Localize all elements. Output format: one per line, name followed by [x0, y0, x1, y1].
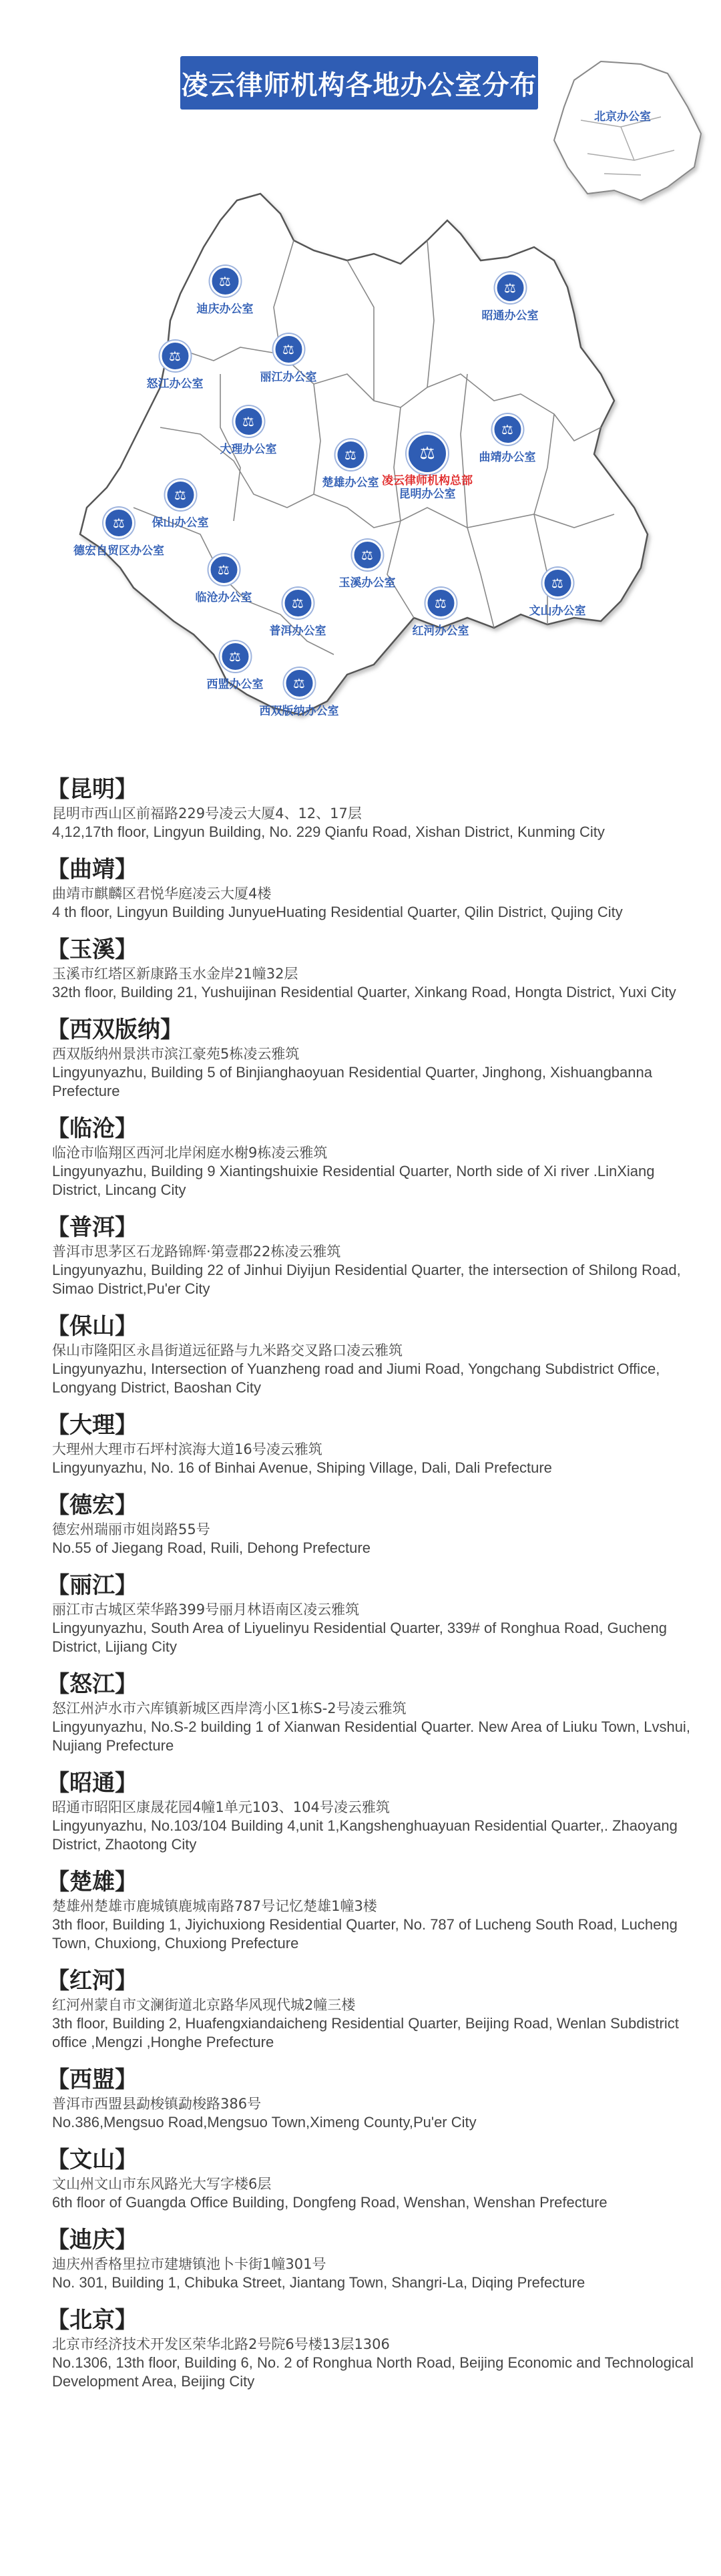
office-entry: [47, 2306, 701, 2391]
beijing-office-label: 北京办公室: [594, 110, 651, 124]
office-address-en: Lingyunyazhu, Building 22 of Jinhui Diyijun Residential Quarter, the intersection of Shilong Road, Simao District,Pu'er City: [52, 1262, 681, 1297]
office-city-heading: 【北京】: [47, 2307, 138, 2334]
office-city-heading: 【保山】: [47, 1313, 138, 1340]
office-lincang: [196, 554, 252, 604]
office-address-cn: 普洱市思茅区石龙路锦辉·第壹郡22栋凌云雅筑: [52, 1244, 341, 1260]
office-city-heading: 【德宏】: [47, 1492, 138, 1519]
office-label: 红河办公室: [412, 624, 469, 638]
office-address-cn: 玉溪市红塔区新康路玉水金岸21幢32层: [52, 966, 298, 982]
office-address-en: Lingyunyazhu, No. 16 of Binhai Avenue, Shiping Village, Dali, Dali Prefecture: [52, 1459, 552, 1476]
hq-label: [382, 474, 473, 501]
office-yuxi: [339, 540, 396, 590]
office-address-en: Lingyunyazhu, No.S-2 building 1 of Xianwan Residential Quarter. New Area of Liuku Town, Lvshui, Nujiang Prefecture: [52, 1718, 690, 1754]
office-label: 文山办公室: [529, 604, 586, 618]
scales-icon: ⚖: [407, 433, 448, 474]
office-label: 西双版纳办公室: [259, 705, 339, 718]
office-address-cn: 丽江市古城区荣华路399号丽月林语南区凌云雅筑: [52, 1602, 360, 1618]
scales-icon: ⚖: [220, 641, 250, 672]
office-entry: [47, 2225, 701, 2292]
office-address-en: No. 301, Building 1, Chibuka Street, Jiantang Town, Shangri-La, Diqing Prefecture: [52, 2274, 585, 2291]
office-label: 临沧办公室: [195, 591, 252, 604]
office-city-heading: 【楚雄】: [47, 1869, 138, 1895]
office-city-heading: 【临沧】: [47, 1115, 138, 1142]
office-label: 楚雄办公室: [322, 476, 379, 490]
scales-icon: ⚖: [542, 568, 573, 598]
office-address-en: 3th floor, Building 2, Huafengxiandaicheng Residential Quarter, Beijing Road, Wenlan Subdistrict office ,Mengzi ,Honghe Prefecture: [52, 2015, 679, 2050]
office-address-cn: 德宏州瑞丽市姐岗路55号: [52, 1521, 210, 1537]
office-diqing: [197, 266, 254, 316]
office-label: 普洱办公室: [269, 624, 326, 638]
scales-icon: ⚖: [282, 588, 313, 618]
office-address-en: No.1306, 13th floor, Building 6, No. 2 of Ronghua North Road, Beijing Economic and Technological Development Area, Beijing City: [52, 2354, 694, 2390]
office-dali: [220, 406, 277, 456]
office-label: 玉溪办公室: [338, 576, 396, 590]
office-city-heading: 【普洱】: [47, 1214, 138, 1241]
office-address-en: 3th floor, Building 1, Jiyichuxiong Residential Quarter, No. 787 of Lucheng South Road, Lucheng Town, Chuxiong, Chuxiong Prefecture: [52, 1916, 678, 1952]
office-address-en: 4 th floor, Lingyun Building JunyueHuating Residential Quarter, Qilin District, Qujing City: [52, 904, 623, 920]
office-entry: [47, 1966, 701, 2052]
scales-icon: ⚖: [160, 341, 190, 371]
scales-icon: ⚖: [208, 554, 239, 585]
office-map: [0, 0, 721, 755]
office-entry: [47, 935, 701, 1002]
office-city-heading: 【西双版纳】: [47, 1017, 183, 1043]
scales-icon: ⚖: [273, 334, 304, 365]
office-address-en: 4,12,17th floor, Lingyun Building, No. 229 Qianfu Road, Xishan District, Kunming City: [52, 823, 605, 840]
office-label: 迪庆办公室: [196, 303, 254, 316]
office-entry: [47, 1670, 701, 1755]
scales-icon: ⚖: [352, 540, 383, 570]
office-city-heading: 【丽江】: [47, 1572, 138, 1599]
office-label: 怒江办公室: [146, 377, 204, 391]
office-city-heading: 【迪庆】: [47, 2227, 138, 2253]
scales-icon: ⚖: [103, 508, 134, 538]
office-address-en: 6th floor of Guangda Office Building, Dongfeng Road, Wenshan, Wenshan Prefecture: [52, 2194, 608, 2211]
office-entry: [47, 1769, 701, 1854]
scales-icon: ⚖: [165, 480, 196, 510]
scales-icon: ⚖: [492, 414, 523, 445]
office-address-en: Lingyunyazhu, South Area of Liyuelinyu Residential Quarter, 339# of Ronghua Road, Gucheng District, Lijiang City: [52, 1620, 667, 1655]
office-city-heading: 【玉溪】: [47, 936, 138, 963]
office-kunming-hq: [382, 433, 473, 501]
scales-icon: ⚖: [425, 588, 456, 618]
office-address-en: Lingyunyazhu, Building 9 Xiantingshuixie Residential Quarter, North side of Xi river .LinXiang District, Lincang City: [52, 1163, 655, 1198]
office-entry: [47, 1411, 701, 1477]
office-honghe: [413, 588, 469, 638]
office-address-en: No.386,Mengsuo Road,Mengsuo Town,Ximeng County,Pu'er City: [52, 2114, 477, 2131]
office-city-heading: 【怒江】: [47, 1671, 138, 1698]
office-entry: [47, 1213, 701, 1298]
office-qujing: [479, 414, 536, 464]
office-address-cn: 怒江州泸水市六库镇新城区西岸湾小区1栋S-2号凌云雅筑: [52, 1700, 407, 1716]
office-address-cn: 昭通市昭阳区康晟花园4幢1单元103、104号凌云雅筑: [52, 1799, 390, 1815]
office-city-heading: 【昆明】: [47, 776, 138, 803]
office-address-cn: 文山州文山市东风路光大写字楼6层: [52, 2176, 272, 2192]
office-address-list: [47, 775, 701, 2404]
office-label: 昭通办公室: [481, 309, 539, 323]
office-puer: [270, 588, 326, 638]
office-address-cn: 北京市经济技术开发区荣华北路2号院6号楼13层1306: [52, 2336, 390, 2352]
office-address-cn: 西双版纳州景洪市滨江豪苑5栋凌云雅筑: [52, 1046, 300, 1062]
office-ximeng: [207, 641, 264, 691]
page-title: 凌云律师机构各地办公室分布: [180, 56, 538, 110]
office-entry: [47, 1491, 701, 1557]
scales-icon: ⚖: [233, 406, 264, 437]
scales-icon: ⚖: [335, 439, 366, 470]
office-entry: [47, 775, 701, 842]
office-entry: [47, 1114, 701, 1200]
hq-label-line1: 凌云律师机构总部: [382, 474, 473, 488]
office-entry: [47, 1867, 701, 1953]
office-entry: [47, 1015, 701, 1101]
office-label: 大理办公室: [220, 443, 277, 456]
office-address-en: No.55 of Jiegang Road, Ruili, Dehong Prefecture: [52, 1539, 371, 1556]
office-entry: [47, 1312, 701, 1397]
office-address-cn: 普洱市西盟县勐梭镇勐梭路386号: [52, 2096, 262, 2112]
office-address-cn: 临沧市临翔区西河北岸闲庭水榭9栋凌云雅筑: [52, 1145, 328, 1161]
office-nujiang: [147, 341, 204, 391]
office-xishuangbanna: [260, 668, 339, 718]
beijing-inset-map: [554, 61, 701, 200]
office-label: 曲靖办公室: [479, 451, 536, 464]
office-entry: [47, 1571, 701, 1656]
office-address-cn: 红河州蒙自市文澜街道北京路华风现代城2幢三楼: [52, 1997, 356, 2013]
office-label: 西盟办公室: [206, 678, 264, 691]
office-city-heading: 【文山】: [47, 2147, 138, 2173]
scales-icon: ⚖: [495, 272, 525, 303]
office-address-cn: 迪庆州香格里拉市建塘镇池卜卡街1幢301号: [52, 2256, 326, 2272]
office-label: 德宏自贸区办公室: [73, 544, 164, 558]
office-chuxiong: [322, 439, 379, 490]
office-city-heading: 【大理】: [47, 1412, 138, 1439]
office-address-cn: 大理州大理市石坪村滨海大道16号凌云雅筑: [52, 1441, 322, 1457]
scales-icon: ⚖: [284, 668, 314, 699]
scales-icon: ⚖: [210, 266, 240, 297]
hq-label-line2: 昆明办公室: [399, 488, 456, 501]
office-address-en: 32th floor, Building 21, Yushuijinan Residential Quarter, Xinkang Road, Hongta District, Yuxi City: [52, 984, 676, 1000]
office-label: 保山办公室: [152, 516, 209, 530]
office-city-heading: 【西盟】: [47, 2066, 138, 2093]
office-zhaotong: [482, 272, 539, 323]
office-wenshan: [529, 568, 586, 618]
office-lijiang: [260, 334, 317, 384]
office-entry: [47, 2145, 701, 2212]
office-city-heading: 【红河】: [47, 1968, 138, 1994]
office-entry: [47, 855, 701, 922]
office-entry: [47, 2065, 701, 2132]
office-address-en: Lingyunyazhu, Intersection of Yuanzheng road and Jiumi Road, Yongchang Subdistrict Office, Longyang District, Baoshan City: [52, 1360, 660, 1396]
office-address-cn: 楚雄州楚雄市鹿城镇鹿城南路787号记忆楚雄1幢3楼: [52, 1898, 377, 1914]
office-address-en: Lingyunyazhu, Building 5 of Binjianghaoyuan Residential Quarter, Jinghong, Xishuangbanna Prefecture: [52, 1064, 652, 1099]
office-city-heading: 【曲靖】: [47, 856, 138, 883]
office-address-en: Lingyunyazhu, No.103/104 Building 4,unit 1,Kangshenghuayuan Residential Quarter,. Zhaoyang District, Zhaotong City: [52, 1817, 678, 1853]
office-dehong: [73, 508, 164, 558]
office-city-heading: 【昭通】: [47, 1770, 138, 1797]
office-address-cn: 昆明市西山区前福路229号凌云大厦4、12、17层: [52, 805, 362, 821]
office-address-cn: 曲靖市麒麟区君悦华庭凌云大厦4楼: [52, 886, 272, 902]
office-address-cn: 保山市隆阳区永昌街道远征路与九米路交叉路口凌云雅筑: [52, 1342, 403, 1358]
office-label: 丽江办公室: [260, 371, 317, 384]
